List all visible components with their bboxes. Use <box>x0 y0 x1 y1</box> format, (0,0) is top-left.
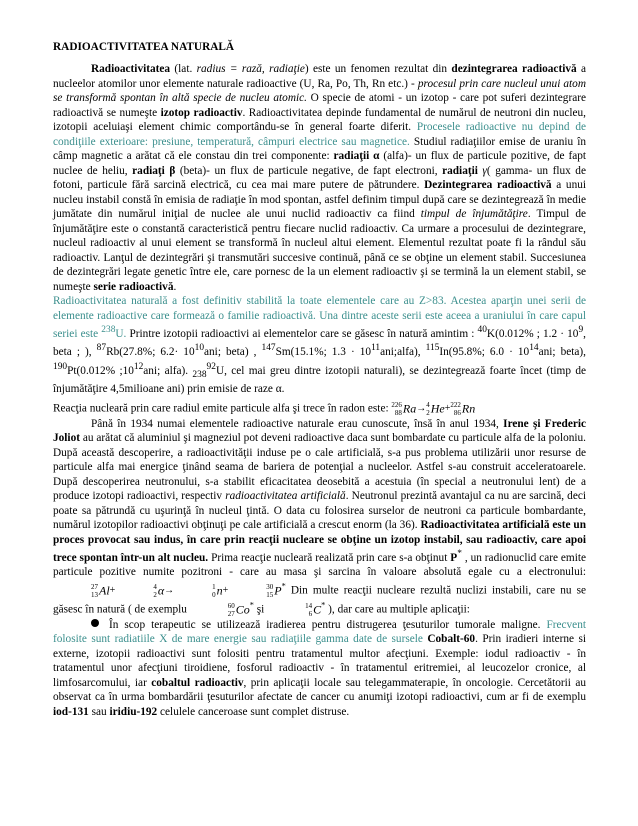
carbon-nuclide: 14 6 C* <box>305 600 326 618</box>
paragraph-radioactivity-definition: Radioactivitatea (lat. radius = rază, radiaţie) este un fenomen rezultat din dezintegrarea radioactivă a nucleelor atomilor unor elemente naturale radioactive (U, Ra, Po, Th, Rn etc.) - procesul prin care nucleul unui atom se transformă spontan în altă specie de nucleu atomic. O specie de atomi - un izotop - care pot suferi dezintegrare radioactivă se numeşte izotop radioactiv. Radioactivitatea depinde fundamental de numărul de neutroni din nucleu, izotopii aceluiaşi element chimic comportându-se în general foarte diferit. Procesele radioactive nu depind de condiţiile exterioare: presiune, temperatură, câmpuri electrice sau magnetice. Studiul radiaţiilor emise de uraniu în câmp magnetic a arătat că ele constau din trei componente: radiaţii α (alfa)- un flux de particule pozitive, de fapt nuclee de heliu, radiaţi β (beta)- un flux de particule negative, de fapt electroni, radiaţii γ( gamma- un flux de fotoni, particule fără sarcină electrică, cu cea mai mare putere de pătrundere. Dezintegrarea radioactivă a unui nucleu instabil constă în emisia de radiaţie în mod spontan, astfel definim timpul după care se dezintegrează în medie jumătate din numărul iniţial de nuclee ale unui nuclid radioactiv ca fiind timpul de înjumătăţire. Timpul de înjumătăţire este o constantă caracteristică pentru fiecare nuclid radioactiv. Ca urmare a procesului de dezintegrare, nucleul radioactiv al unui element se transformă în nucleul altui element. Elementul rezultat poate fi la rândul său radioactiv. Lanţul de dezintegrări şi transmutări succesive continuă, până ce se obţine un element stabil. Succesiunea de dezintegrări legate genetic între ele, care pornesc de la un element radioactiv şi se termină la un element stabil, se numeşte serie radioactivă. <box>53 63 587 293</box>
cobalt-nuclide: 60 27 Co* <box>227 600 254 618</box>
paragraph-artificial-radioactivity: Până în 1934 numai elementele radioactive naturale erau cunoscute, însă în anul 1934, Irene şi Frederic Joliot au arătat că aluminiul şi magneziul pot deveni radioactive daca sunt bombardate cu particule alfa de la poloniu. După această descoperire, a radioactivităţii induse pe o cale artificială, s-a pus problema utilizării unor resurse de particule alfa mai energice ţinând seama de bariera de potenţial a nucleelor. Astfel s-au construit acceleratoarele. După descoperirea neutronului, s-a stabilit eficacitatea deosebită a acestuia (în special a neutronului lent) de a produce izotopi radioactivi, respectiv radioactivitatea artificială. Neutronul prezintă avantajul ca nu are sarcină, deci poate sa pătrundă cu uşurinţă în nucleul ţintă. O data cu folosirea surselor de neutroni ca particule bombardante, numărul izotopilor radioactivi obţinuţi pe cale artificială a crescut enorm (la 36). Radioactivitatea artificială este un proces provocat sau indus, în care prin reacţii nucleare se obţine un izotop instabil, sau radioactiv, care apoi trece spontan într-un alt nucleu. Prima reacţie nucleară realizată prin care s-a obţinut P* , un radionuclid care emite particule pozitive numite pozitroni - care au masa şi sarcina în valoare absolută egale cu a electronului: 27 13 Al+ 4 2 α→ 1 0 n+ 30 15 P* Din multe reacţii nucleare rezultă nuclizi instabili, care nu se găsesc în natură ( de exemplu 60 27 Co* şi 14 6 C* ), dar care au multiple aplicaţii: <box>53 417 587 618</box>
radium-decay-equation: 226 88 Ra→ 4 2 He+ 222 86 Rn <box>391 400 476 417</box>
paragraph-natural-radioactivity: Radioactivitatea naturală a fost definitiv stabilită la toate elementele care au Z>83. Acestea aparţin unei serii de elemente radioactive care formează o familie radioactivă. Una dintre aceste serii este aceea a uraniului în care capul seriei este $^{238}$U. Printre izotopii radioactivi ai elementelor care se găsesc în natură amintim : $^{40}$K(0.012% ; $1.2 \cdot 10^9$, beta ; ), $^{87}$Rb(27.8%; $6.2\cdot 10^{10}ani$; beta) , $^{147}$Sm(15.1%; $1.3 \cdot 10^{11}ani;alfa$), $^{115}$In(95.8%; $6.0 \cdot 10^{14}ani$; beta), $^{190}$Pt(0.012% $;10^{12}ani$; alfa). $_{238}^{92}$U, cel mai greu dintre izotopii naturali), se dezintegrează foarte încet (timp de înjumătăţire 4,5milioane ani) prin emisie de raze α. <box>53 295 586 396</box>
bullet-icon <box>91 619 99 627</box>
document-title: RADIOACTIVITATEA NATURALĂ <box>53 41 235 53</box>
paragraph-radium-reaction: Reacţia nucleară prin care radiul emite particule alfa şi trece în radon este: 226 88 Ra→ 4 2 He+ 222 86 Rn <box>53 400 476 417</box>
paragraph-therapeutic-applications: În scop terapeutic se utilizează iradierea pentru distrugerea ţesuturilor tumorale maligne. Frecvent folosite sunt radiatiile X de mare energie sau radiaţiile gamma date de sursele Cobalt-60. Prin iradieri interne si externe, izotopii radioactivi sunt folositi pentru tratamentul multor afecţiuni. Exemple: iodul radioactiv - în tratamentul unor afecţiuni tiroidiene, fosforul radioactiv - în tratamentul eritremiei, al leucozelor cronice, al limfosarcomului, iar cobaltul radioactiv, prin aplicaţii locale sau telegammaterapie, în oncologie. Cercetătorii au observat ca în urma bombardării ţesuturilor afectate de cancer cu anumiţi izotopi radioactivi, cum ar fi de exemplu iod-131 sau iridiu-192 celulele canceroase sunt complet distruse. <box>53 618 587 718</box>
aluminium-reaction-equation: 27 13 Al+ 4 2 α→ 1 0 n+ 30 15 P* <box>91 581 286 599</box>
